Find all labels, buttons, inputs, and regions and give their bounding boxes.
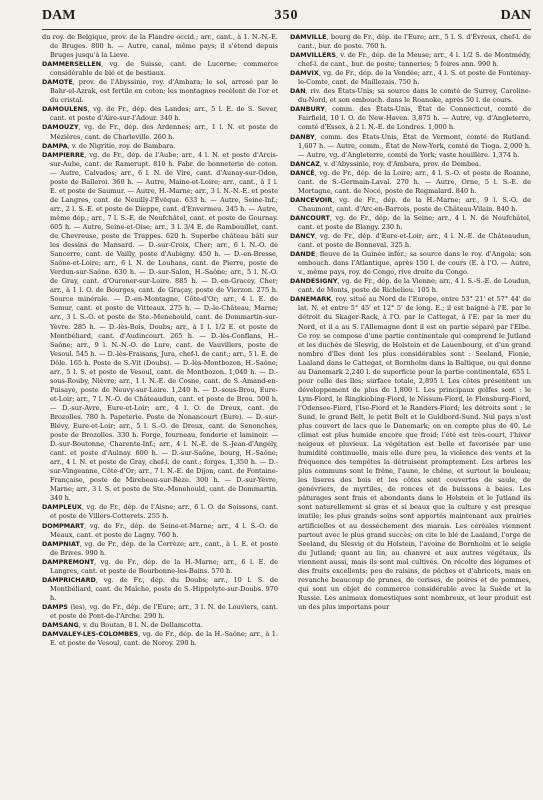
- dictionary-entry: [42, 151, 278, 504]
- entry-headword: DAMMERSELLEN: [42, 60, 102, 69]
- entry-headword: DANCEVOIR: [290, 195, 333, 204]
- dictionary-entry: [42, 621, 278, 630]
- dictionary-entry: [42, 123, 278, 141]
- entry-text: , vg. de Fr., dép. d'Eure-et-Loir; arr., 4 l. N.-E. de Châteaudun, cant. et poste de Bonneval. 325 h.: [298, 232, 531, 250]
- dictionary-entry: [42, 503, 278, 521]
- entry-text: , v. de Nigritie, roy. de Bambara.: [67, 141, 176, 150]
- dictionary-entry: [290, 33, 531, 51]
- entry-headword: DANBURY: [290, 105, 325, 114]
- dictionary-entry: [290, 105, 531, 132]
- dictionary-entry: [42, 522, 278, 540]
- right-column: [290, 33, 531, 793]
- entry-text: , comm. des États-Unis, État de Vermont, comté de Rutland. 1,607 h. — Autre, comm., État de New-York, comté de Tioga. 2,000 h. — Autre, vg. d'Angleterre, comté de York; vaste houillère. 1,374 h.: [298, 132, 531, 159]
- dictionary-entry: [42, 33, 278, 60]
- entry-text: , vg. de Fr., dép. de la Vienne; arr., 4 l. S.-S.-E. de Loudun, cant. de Monts, poste de Richelieu. 105 h.: [298, 277, 531, 295]
- entry-text: , vg. de Suisse, cant. de Lucerne; commerce considérable de blé et de bestiaux.: [50, 60, 278, 78]
- dictionary-entry: [290, 87, 531, 105]
- dictionary-entry: [290, 277, 531, 295]
- entry-text: , vg. de Fr., dép. de l'Aube; arr., 4 l. N. et poste d'Arcis-sur-Aube, cant. de Ramerupt. 810 h. Fabr. de bonneterie de coton. — Autre, Calvados; arr., 6 l. N. de Vire, cant. d'Aunay-sur-Odon, poste de Balleroi. 360 h. — Autre, Maine-et-Loire; arr., cant., à 1 l. E. et poste de Saumur. — Autre, H.-Marne; arr., 3 l. N.-N.-E. et poste de Langres, cant. de Neuilly-l'Évêque. 633 h. — Autre, Seine-Inf.; arr., 2 l. S.-E. et poste de Dieppe, cant. d'Envermeu. 345 h. — Autre, même dép.; arr., 7 l. S.-E. de Neufchâtel, cant. et poste de Gournay. 605 h. — Autre, Seine-et-Oise; arr., 3 l. 3/4 E. de Rambouillet, cant. de Chevreuse, poste de Trappes. 620 h. Superbe château bâti sur les dessins de Mansard. — D.-sur-Croix, Cher; arr., 6 l. N.-O. de Sancerre, cant. de Vailly, poste d'Aubigny. 450 h. — D.-en-Bresse, Saône-et-Loire; arr., 6 l. N. de Louhans, cant. de Pierre, poste de Verdun-sur-Saône. 630 h. — D.-sur-Salon, H.-Saône; arr., 5 l. N.-O. de Gray, cant. d'Ouroner-sur-Loire. 885 h. — D.-en-Gracey, Cher; arr., à 1 l. O. de Bourges, cant. de Graçay, poste de Vierzon. 275 h. Source minérale. — D.-en-Montagne, Côte-d'Or; arr., 4 l. E. de Semur, cant. et poste de Vitteaux. 275 h. — D.-le-Château, Marne; arr., 3 l. S.-O. et poste de Ste.-Menehould, cant. de Dommartin-sur-Yèvre. 285 h. — D.-lès-Bois, Doubs; arr., à 1 l. 1/2 E. et poste de Montbéliard, cant. d'Audincourt. 265 h. — D.-lès-Conflans, H.-Saône; arr., 9 l. N.-N.-O. de Lure, cant. de Vauvillers, poste de Vesoul. 545 h. — D.-lès-Fraisans, Jura, chef-l. de cant.; arr., 5 l. E. de Dôle. 165 h. Poste de S.-Vit (Doubs). — D.-lès-Montbozon, H.-Saône; arr., 5 l. S. et poste de Vesoul, cant. de Montbozon. 1,040 h. — D.-sous-Rouby, Nièvre; arr., 1 l. N.-E. de Cosne, cant. de S.-Amand-en-Puisaye, poste de Neuvy-sur-Loire. 1,240 h. — D.-sous-Brou, Eure-et-Loir; arr., 7 l. N.-O. de Châteaudun, cant. et poste de Brou. 500 h. — D.-sur-Avre, Eure-et-Loir; arr., 4 l. O. de Dreux, cant. de Brozolles. 780 h. Papeterie. Poste de Nonancourt (Eure). — D.-sur-Blévy, Eure-et-Loir; arr., 5 l. S.-O. de Dreux, cant. de Senonches, poste de Brozolles. 330 h. Forge, fourneau, fonderie et laminoir. — D.-sur-Boutonne, Charente-Inf.; arr., 4 l. N.-E. de S.-Jean-d'Angély, cant. et poste d'Aulnay. 600 h. — D.-sur-Saône, bourg, H.-Saône; arr., 4 l. N. et poste de Gray, chef-l. de cant.; forges. 1,350 h. — D.-sur-Vingeanne, Côte-d'Or; arr., 7 l. N.-E. de Dijon, cant. de Fontaine-Française, poste de Mirebeau-sur-Bèze. 300 h. — D.-sur-Yèvre, Marne; arr., 3 l. S. et poste de Ste.-Menehould, cant. de Dommartin. 340 h.: [50, 150, 278, 503]
- entry-text: , vg. de Fr., dép. du Doubs; arr., 10 l. S. de Montbéliard, cant. de Maîche, poste de S.-Hippolyte-sur-Doubs. 970 h.: [50, 575, 278, 602]
- dictionary-entry: [42, 78, 278, 105]
- entry-headword: DOMPMART: [42, 521, 85, 530]
- entry-text: , comm. des États-Unis, État de Connecticut, comté de Fairfield, 10 l. O. de New-Haven. 3,875 h. — Autre, vg. d'Angleterre, comté d'Essex, à 2 l. N.-E. de Londres. 1,000 h.: [298, 105, 531, 132]
- entry-headword: DAMOUZY: [42, 123, 79, 132]
- dictionary-entry: [42, 540, 278, 558]
- entry-headword: DANCOURT: [290, 213, 330, 222]
- entry-headword: DAMPREMONT: [42, 557, 95, 566]
- page-number: 350: [274, 8, 299, 23]
- entry-text: , bourg de Fr., dép. de l'Eure; arr., 5 l. S. d'Évreux, chef-l. de cant., bur. de poste. 760 h.: [298, 33, 531, 51]
- entry-headword: DAMSANG: [42, 621, 79, 630]
- dictionary-entry: [290, 133, 531, 160]
- entry-headword: DANEMARK: [290, 295, 332, 304]
- header-rule: [42, 29, 531, 30]
- entry-headword: DAMVILLE: [290, 33, 327, 41]
- entry-headword: DAMVILLERS: [290, 51, 336, 60]
- dictionary-entry: [42, 630, 278, 648]
- entry-text: , vg. de Fr., dép. de la Loire; arr., 4 l. S.-O. et poste de Roanne, cant. de S.-Germain-Laval. 270 h. — Autre, Orne, 5 l. S.-E. de Mortagne, cant. de Nocé, poste de Regmalard. 840 h.: [298, 168, 531, 195]
- entry-text: , v. d'Abyssinie, roy. d'Ambara, prov. de Dembea.: [319, 159, 482, 168]
- entry-text: , prov. de l'Abyssinie, roy. d'Ambara; le sol, arrosé par le Bahr-el-Azrak, est fertile en coton; les montagnes recèlent de l'or et du cristal.: [50, 78, 278, 105]
- entry-headword: DAMVALEY-LES-COLOMBES: [42, 630, 139, 639]
- entry-headword: DAMPIERRE: [42, 150, 85, 159]
- entry-headword: DAMOULENS: [42, 105, 88, 114]
- entry-text: , vg. de Fr., dép. de l'Aisne; arr., 6 l. O. de Soissons, cant. et poste de Villers-Cotterets. 255 h.: [50, 503, 278, 521]
- entry-headword: DANDESIGNY: [290, 277, 338, 286]
- page-header: [42, 8, 531, 26]
- header-left-guide-word: DAM: [42, 8, 76, 23]
- entry-text: , vg. de Fr., dép. de la Vendée; arr., 4 l. S. et poste de Fontenay-le-Comte, cant. de Maillezais. 750 h.: [298, 69, 531, 87]
- dictionary-entry: [42, 603, 278, 621]
- entry-text: , riv. des États-Unis; sa source dans le comté de Surrey, Caroline-du-Nord, et son embouch. dans le Roanoke, après 50 l. de cours.: [298, 87, 531, 105]
- entry-text: , fleuve de la Guinée infér.; sa source dans le roy. d'Angola; son embouch. dans l'Atlantique, après 150 l. de cours (E. à l'O. — Autre, v., même pays, roy. de Congo, rive droite du Congo.: [298, 250, 531, 277]
- dictionary-entry: [42, 576, 278, 603]
- dictionary-entry: [290, 169, 531, 196]
- dictionary-entry: [290, 51, 531, 69]
- entry-headword: DAMVIX: [290, 69, 319, 78]
- entry-text: du roy. de Belgique, prov. de la Flandre occid.; arr., cant., à 1. N.-N.-E. de Bruges. 800 h. — Autre, canal, même pays; il s'étend depuis Bruges jusqu'à la Lieve.: [42, 33, 278, 60]
- entry-headword: DANCAZ: [290, 159, 320, 168]
- dictionary-entry: [42, 60, 278, 78]
- entry-text: , vg. de Fr., dép. de la Corrèze; arr., cant., à 1. E. et poste de Brives. 990 h.: [50, 539, 278, 557]
- entry-headword: DAMPRICHARD: [42, 575, 96, 584]
- entry-text: , vg. de Fr., dép. de la H.-Marne; arr., 6 l. E. de Langres, cant. et poste de Bourbonne-les-Bains. 570 h.: [50, 557, 278, 575]
- entry-headword: DAMOTE: [42, 78, 73, 87]
- dictionary-entry: [42, 142, 278, 151]
- entry-text: , vg. de Fr., dép. des Landes; arr., 5 l. E. de S. Sever, cant. et poste d'Aire-sur-l'Adour. 340 h.: [50, 105, 278, 123]
- entry-headword: DAN: [290, 87, 306, 96]
- entry-headword: DANCÉ: [290, 168, 315, 177]
- entry-text: , vg. de Fr., dép. de la H.-Marne; arr., 9 l. S.-O. de Chaumont, cant. d'Arc-en-Barrois, poste de Château-Vilain. 840 h.: [298, 195, 531, 213]
- entry-text: , vg. de Fr., dép. de la Seine; arr., 4 l. N. de Neufchâtel, cant. et poste de Blangy. 230 h.: [298, 213, 531, 231]
- entry-text: , vg. de Fr., dép. de la H.-Saône; arr., à 1. E. et poste de Vesoul, cant. de Noroy. 290 h.: [50, 630, 278, 648]
- entry-headword: DANCY: [290, 232, 315, 241]
- left-column: [42, 33, 278, 793]
- dictionary-entry: [290, 295, 531, 612]
- entry-text: (les), vg. de Fr., dép. de l'Eure; arr., 3 l. N. de Louviers, cant. et poste de Pont-de-l'Arche. 290 h.: [50, 602, 278, 620]
- dictionary-entry: [290, 69, 531, 87]
- entry-headword: DANBY: [290, 132, 315, 141]
- header-right-guide-word: DAN: [500, 8, 531, 23]
- dictionary-entry: [290, 214, 531, 232]
- entry-text: , vg. de Fr., dép. de Seine-et-Marne; arr., 4 l. S.-O. de Meaux, cant. et poste de Lagny. 760 h.: [50, 521, 278, 539]
- dictionary-entry: [42, 558, 278, 576]
- dictionary-entry: [290, 250, 531, 277]
- entry-text: , v. de Fr., dép. de la Meuse; arr., 4 l. 1/2 S. de Montmédy, chef-l. de cant., bur. de poste; tanneries; 5 foires ann. 990 h.: [298, 51, 531, 69]
- entry-headword: DAMPLEUX: [42, 503, 82, 512]
- entry-headword: DANDE: [290, 250, 316, 259]
- entry-headword: DAMPNIAT: [42, 539, 80, 548]
- dictionary-entry: [290, 160, 531, 169]
- dictionary-entry: [290, 232, 531, 250]
- entry-headword: DAMPA: [42, 141, 68, 150]
- entry-text: , roy. situé au Nord de l'Europe, entre 53° 21' et 57° 44' de lat. N. et entre 5° 45' et 12° 5' de long. E.; il est baigné à l'E. par le détroit du Skager-Rack, à l'O. par le Cattegat, à l'E. par la mer du Nord, et il a au S. l'Allemagne dont il est en partie séparé par l'Elbe. Ce roy. se compose d'une partie continentale qui comprend le Jutland et les duchés de Slesvig, de Holstein et de Lauenbourg, et d'un grand nombre d'îles dont les plus considérables sont : Seeland, Fionie, Laaland dans le Cattegat, et Bornholm dans la Baltique, ou qui donne au Danemark 2,240 l. de superficie pour la partie continentale, 655 l. pour celle des îles; surface totale, 2,895 l. Les côtes présentent un développement de plus de 1,800 l. Les principaux golfes sont : le Lym-Fiord, le Ringkiobing-Fiord, le Nissum-Fiord, le Flensburg-Fiord, l'Odensee-Fiord, l'Ise-Fiord et le Randers-Fiord; les détroits sont : le Sund, le grand Belt, le petit Belt et le Guldbord-Sund. Nul pays n'est plus couvert de lacs que le Danemark; on en compte plus de 40. Le climat est plus humide encore que froid; l'été est très-court, l'hiver neigeux et pluvieux. La végétation est belle et favorisée par une humidité continuelle, mais elle dure peu, la violence des vents et la fréquence des tempêtes la détruisent promptement. Les arbres les plus communs sont le frêne, l'aune, le chêne, et surtout le bouleau; les liseres des bois et les côtes sont couvertes de saule, de genévriers, de myrtiles, de ronces et de buissons à baies. Les pâturages sont frais et abondants dans le Holstein et le Jutland ils sont naturellement si gras et si beaux que la culture y est presque inutile; les plus grands soins sont apportés maintenant aux prairies artificielles et au desséchement des marais. Les céréales viennent partout avec le plus grand succès; on cite le blé de Laaland, l'orge de Seeland, du Slesvig et du Holstein, l'avoine de Bornholm et le seigle du Jutland; quant au lin, au chanvre et aux autres végétaux, ils viennent aussi, mais ils sont mal cultivés. On récolte des légumes et des fruits excellents; peu de raisins, de pêches et d'abricots, mais en revanche beaucoup de prunes, de cerises, de poires et de pommes, qui sont un objet de commerce considérable avec la Suède et la Russie. Les animaux domestiques sont nombreux, et leur produit est un des plus importans pour: [298, 295, 531, 611]
- dictionary-entry: [42, 105, 278, 123]
- entry-headword: DAMPS: [42, 602, 68, 611]
- dictionary-entry: [290, 196, 531, 214]
- entry-text: , vg. de Fr., dép. des Ardennes; arr., 1 l. N. et poste de Mézières, cant. de Charleville. 260 h.: [50, 123, 278, 141]
- entry-text: , v. du Boutan, 8 l. N. de Dellamcotta.: [78, 621, 203, 630]
